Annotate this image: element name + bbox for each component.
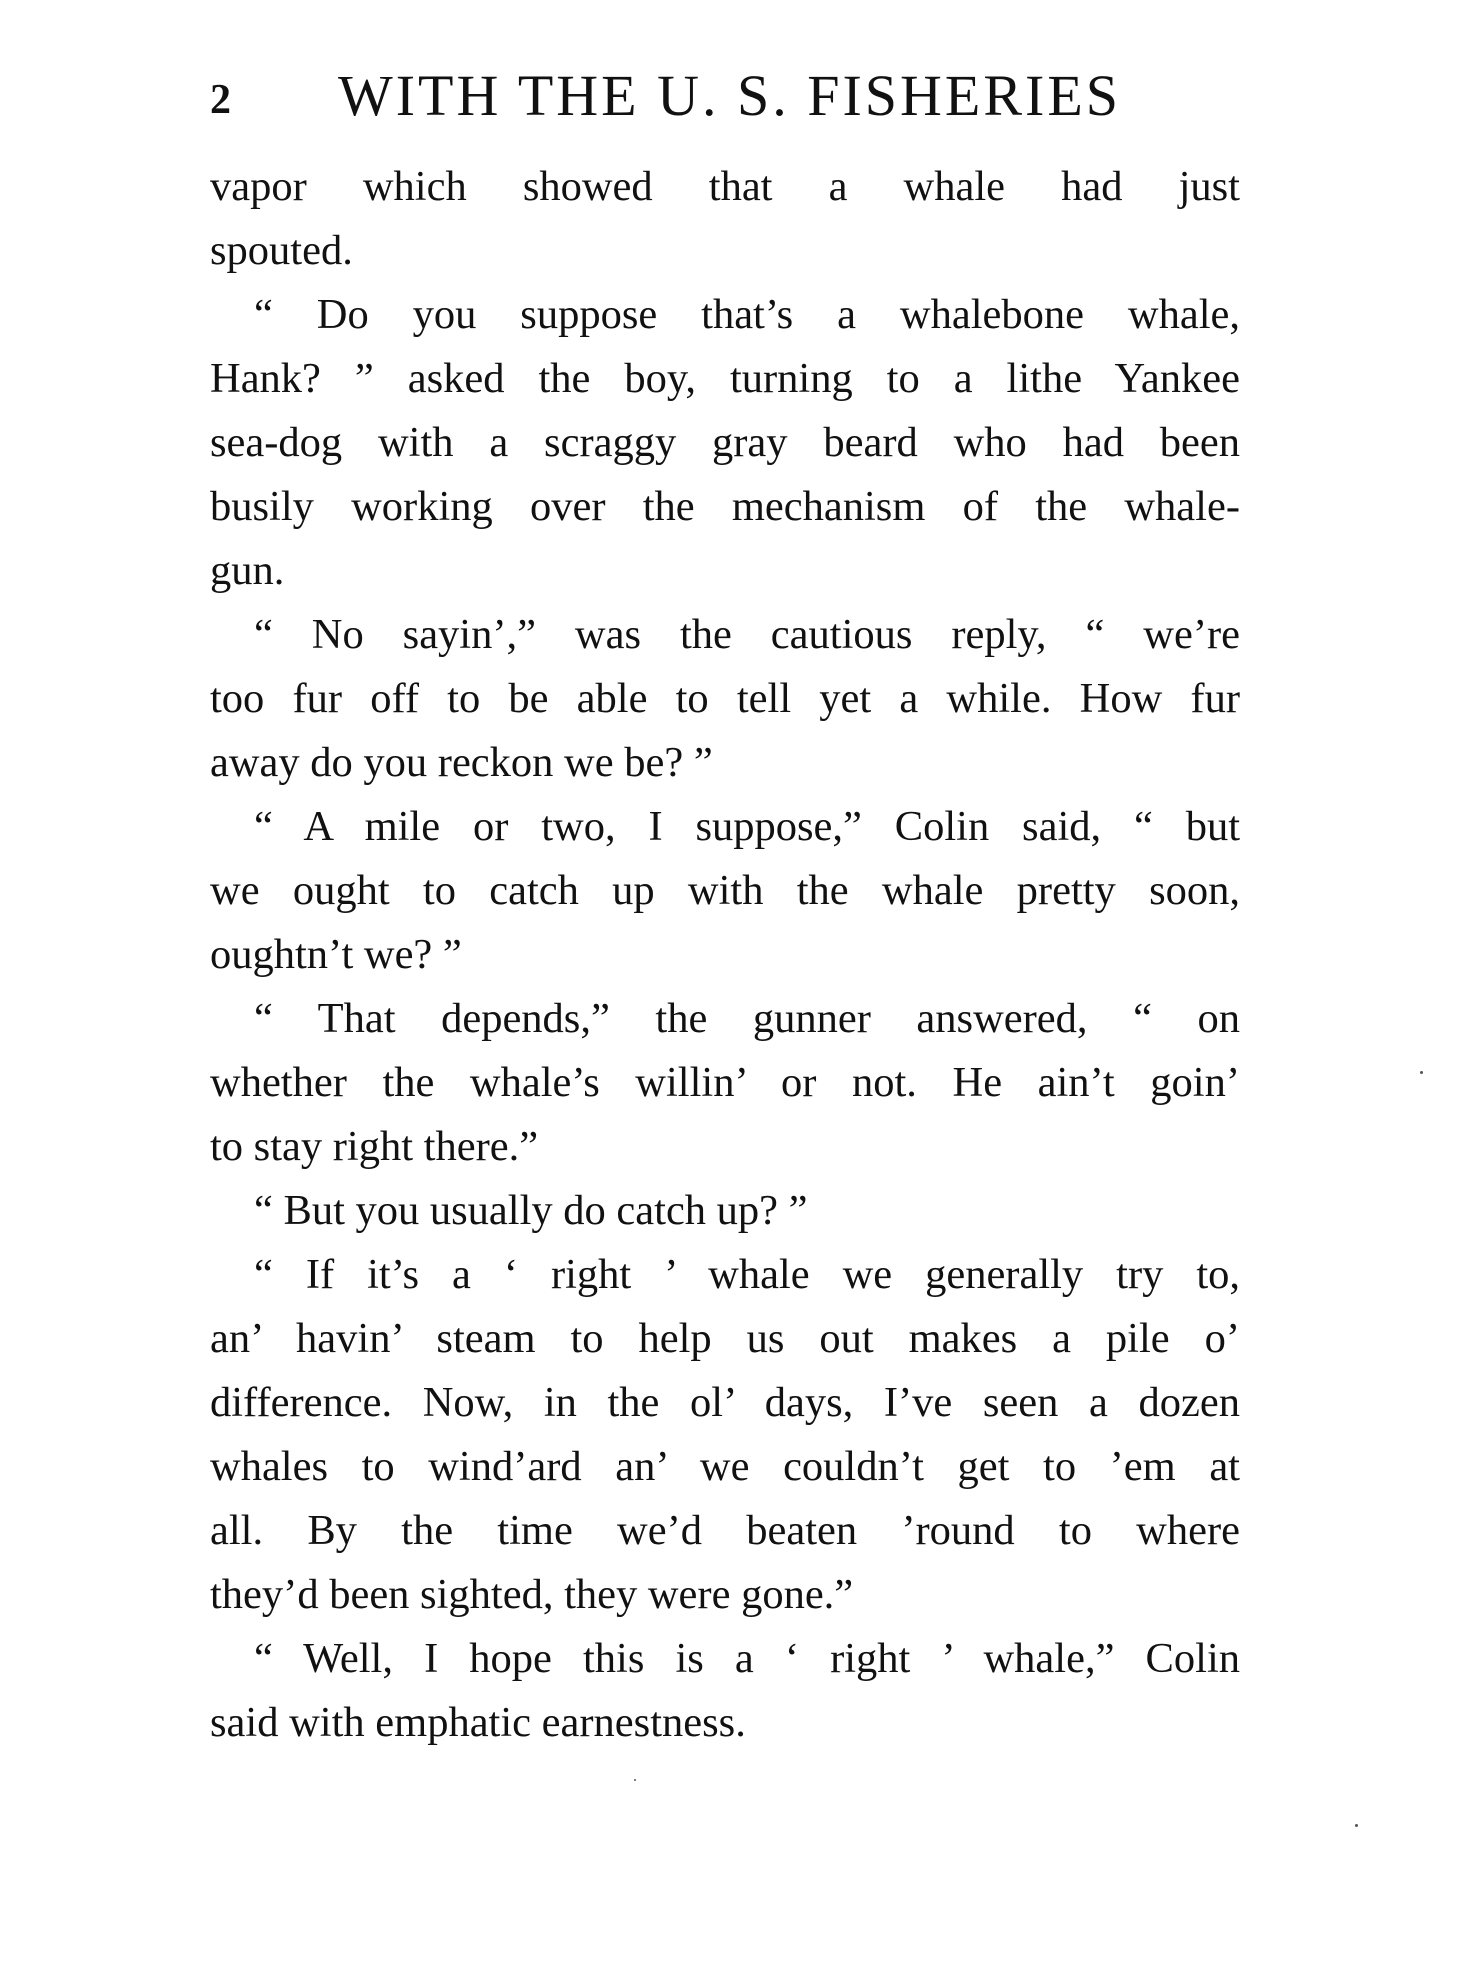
paragraph-first-line: “ Well, I hope this is a ‘ right ’ whale,” Colin [254,1635,1240,1682]
text-line: Hank? ” asked the boy, turning to a lithe Yankee [210,355,1240,402]
scan-speck [634,1779,636,1781]
scan-speck [1420,1071,1423,1074]
body-text [210,155,1240,1755]
text-line: to stay right there.” [210,1123,539,1170]
text-line: difference. Now, in the ol’ days, I’ve seen a dozen [210,1379,1240,1426]
text-line: said with emphatic earnestness. [210,1699,746,1746]
text-line: sea-dog with a scraggy gray beard who had been [210,419,1240,466]
paragraph-first-line: “ But you usually do catch up? ” [254,1187,808,1234]
paragraph-first-line: “ That depends,” the gunner answered, “ on [254,995,1240,1042]
running-title: WITH THE U. S. FISHERIES [338,63,1122,128]
scan-speck [1355,1824,1358,1827]
text-line: whales to wind’ard an’ we couldn’t get to ’em at [210,1443,1240,1490]
text-line: away do you reckon we be? ” [210,739,713,786]
text-line: too fur off to be able to tell yet a while. How fur [210,675,1240,722]
text-line: an’ havin’ steam to help us out makes a pile o’ [210,1315,1240,1362]
page-number: 2 [210,77,231,123]
text-line: whether the whale’s willin’ or not. He ain’t goin’ [210,1059,1240,1106]
text-line: spouted. [210,227,353,274]
text-line: vapor which showed that a whale had just [210,163,1240,210]
text-line: busily working over the mechanism of the whale- [210,483,1240,530]
text-line: they’d been sighted, they were gone.” [210,1571,854,1618]
page-header [210,62,1240,132]
paragraph-first-line: “ No sayin’,” was the cautious reply, “ we’re [254,611,1240,658]
text-line: oughtn’t we? ” [210,931,462,978]
text-line: gun. [210,547,285,594]
paragraph-first-line: “ A mile or two, I suppose,” Colin said, “ but [254,803,1240,850]
paragraph-first-line: “ If it’s a ‘ right ’ whale we generally try to, [254,1251,1240,1298]
text-line: all. By the time we’d beaten ’round to where [210,1507,1240,1554]
text-line: we ought to catch up with the whale pretty soon, [210,867,1240,914]
paragraph-first-line: “ Do you suppose that’s a whalebone whale, [254,291,1240,338]
